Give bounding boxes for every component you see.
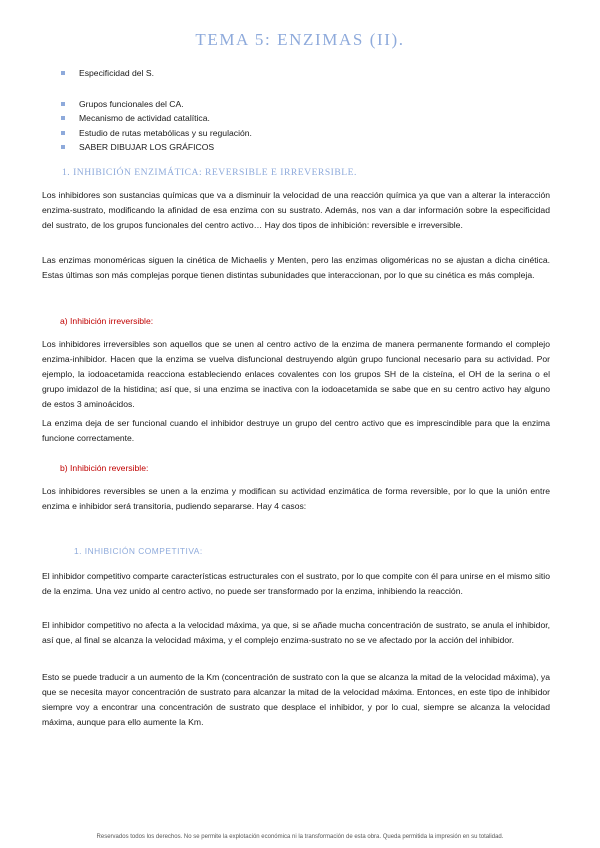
list-item-text: Estudio de rutas metabólicas y su regulación. <box>79 127 252 138</box>
paragraph-intro: Los inhibidores son sustancias químicas que va a disminuir la velocidad de una reacción química ya que van a alterar la interacción enzima-sustrato, modificando la afinidad de esa enzima con su sustrato. Además, nos van a dar información sobre la especificidad del sustrato, de los grupos funcionales del centro activo… Hay dos tipos de inhibición: reversible e irreversible. <box>42 190 550 230</box>
subheading-reversible: b) Inhibición reversible: <box>60 463 149 473</box>
page-title: TEMA 5: ENZIMAS (II). <box>195 30 405 49</box>
paragraph-irreversible: Los inhibidores irreversibles son aquellos que se unen al centro activo de la enzima de manera permanente formando el complejo enzima-inhibidor. Hacen que la enzima se vuelva disfuncional destruyendo algún grupo funcional necesario para su actividad. Por ejemplo, la iodoacetamida reacciona estableciendo enlaces covalentes con los grupos SH de la cisteína, el OH de la serina o el grupo imidazol de la histidina; así que, si una enzima se inactiva con la iodoacetamida se sabe que en su centro activo hay alguno de estos 3 aminoácidos. <box>42 339 550 409</box>
list-item <box>60 140 540 155</box>
footer-copyright: Reservados todos los derechos. No se permite la explotación económica ni la transformación de esta obra. Queda permitida la impresión en su totalidad. <box>96 834 504 840</box>
list-item-text: Especificidad del S. <box>79 68 154 78</box>
bullet-list <box>60 66 540 155</box>
paragraph-velocidad-maxima: El inhibidor competitivo no afecta a la velocidad máxima, ya que, si se añade mucha concentración de sustrato, se anula el inhibidor, así que, al final se alcanza la velocidad máxima, y el complejo enzima-sustrato no se ve afectado por la acción del inhibidor. <box>42 620 550 645</box>
list-item <box>60 126 540 141</box>
bullet-square-icon <box>61 116 65 120</box>
list-item <box>60 66 540 81</box>
paragraph-enzima-funcional: La enzima deja de ser funcional cuando el inhibidor destruye un grupo del centro activo que es imprescindible para que la enzima funcione correctamente. <box>42 418 550 443</box>
list-item <box>60 97 540 112</box>
section-heading-inhibicion: 1. INHIBICIÓN ENZIMÁTICA: REVERSIBLE E IRREVERSIBLE. <box>62 167 357 178</box>
section-heading-competitiva: 1. INHIBICIÓN COMPETITIVA: <box>74 546 203 556</box>
list-item-text: SABER DIBUJAR LOS GRÁFICOS <box>79 142 215 153</box>
paragraph-monomericas: Las enzimas monoméricas siguen la cinética de Michaelis y Menten, pero las enzimas oligoméricas no se ajustan a dicha cinética. Estas últimas son más complejas porque tienen distintas subunidades que interaccionan, por lo que su cinética es más compleja. <box>42 255 550 280</box>
list-item-text: Grupos funcionales del CA. <box>79 98 184 109</box>
paragraph-competitivo: El inhibidor competitivo comparte características estructurales con el sustrato, por lo que compite con él para unirse en el mismo sitio de la enzima. Una vez unido al centro activo, no puede ser transformado por la enzima, inhibiendo la reacción. <box>42 571 550 596</box>
bullet-square-icon <box>61 71 65 75</box>
list-item <box>60 111 540 126</box>
bullet-square-icon <box>61 145 65 149</box>
paragraph-km: Esto se puede traducir a un aumento de la Km (concentración de sustrato con la que se alcanza la mitad de la velocidad máxima), ya que se necesita mayor concentración de sustrato para alcanzar la mitad de la velocidad máxima. Entonces, en este tipo de inhibidor siempre voy a encontrar una concentración de sustrato que desplace el inhibidor, y por lo cual, siempre se alcanza la velocidad máxima, aunque para ello aumente la Km. <box>42 672 550 727</box>
paragraph-reversible: Los inhibidores reversibles se unen a la enzima y modifican su actividad enzimática de forma reversible, por lo que la unión entre enzima e inhibidor será transitoria, pudiendo separarse. Hay 4 casos: <box>42 486 550 511</box>
bullet-square-icon <box>61 131 65 135</box>
list-item-text: Mecanismo de actividad catalítica. <box>79 113 210 124</box>
subheading-irreversible: a) Inhibición irreversible: <box>60 316 154 326</box>
bullet-square-icon <box>61 102 65 106</box>
